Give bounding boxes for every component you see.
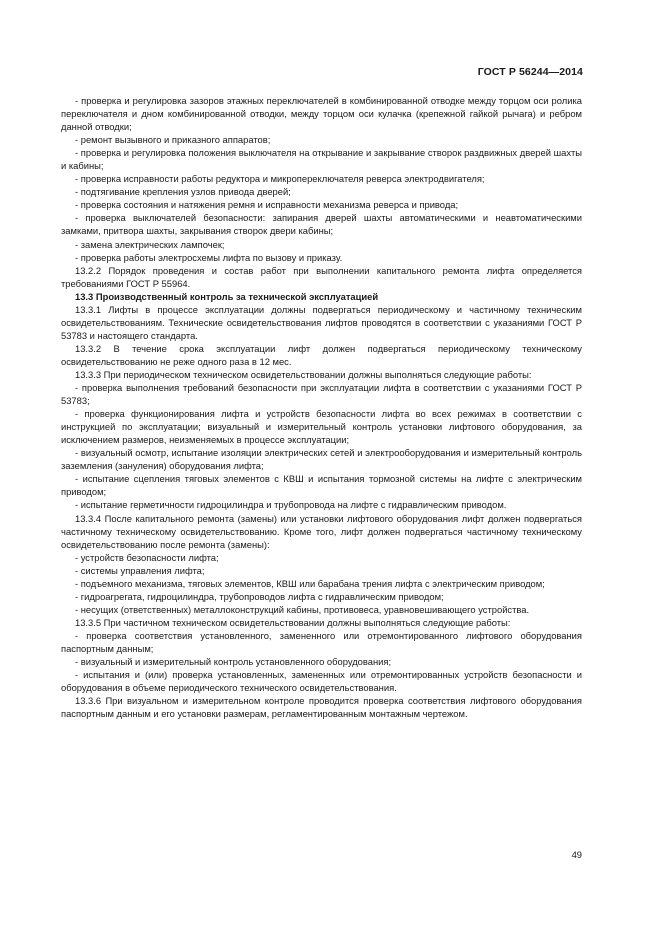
list-item: - испытание сцепления тяговых элементов с КВШ и испытания тормозной системы на лифте с электрическим приводом; [61, 473, 582, 498]
list-item: - проверка и регулировка зазоров этажных переключателей в комбинированной отводке между торцом оси ролика переключателя и дном комбинированной отводки, между торцом оси кулачка (крепежной гайкой рычага) и ребром данной отводки; [61, 95, 582, 133]
list-item: - подъемного механизма, тяговых элементов, КВШ или барабана трения лифта с электрическим приводом; [75, 577, 545, 589]
list-item: - проверка работы электросхемы лифта по вызову и приказу. [75, 251, 343, 263]
section-heading: 13.3 Производственный контроль за технической эксплуатацией [75, 290, 379, 302]
list-item: - проверка состояния и натяжения ремня и исправности механизма реверса и привода; [75, 199, 459, 211]
list-item: - испытания и (или) проверка установленных, замененных или отремонтированных устройств безопасности и оборудования в объеме периодического технического освидетельствования. [61, 669, 582, 694]
list-item: - проверка выполнения требований безопасности при эксплуатации лифта в соответствии с указаниями ГОСТ Р 53783; [61, 382, 582, 407]
paragraph: 13.3.3 При периодическом техническом освидетельствовании должны выполняться следующие работы: [75, 368, 532, 380]
page-number: 49 [571, 849, 582, 860]
paragraph: 13.3.2 В течение срока эксплуатации лифт должен подвергаться периодическому техническому освидетельствованию не реже одного раза в 12 мес. [61, 342, 582, 367]
list-item: - визуальный и измерительный контроль установленного оборудования; [75, 656, 392, 668]
list-item: - гидроагрегата, гидроцилиндра, трубопроводов лифта с гидравлическим приводом; [75, 590, 444, 602]
document-body [61, 94, 582, 720]
list-item: - устройств безопасности лифта; [75, 551, 219, 563]
paragraph: 13.3.5 При частичном техническом освидетельствовании должны выполняться следующие работы: [75, 616, 511, 628]
list-item: - ремонт вызывного и приказного аппаратов; [75, 134, 271, 146]
list-item: - проверка исправности работы редуктора и микропереключателя реверса электродвигателя; [75, 173, 485, 185]
list-item: - проверка соответствия установленного, замененного или отремонтированного лифтового оборудования паспортным данным; [61, 629, 582, 654]
list-item: - визуальный осмотр, испытание изоляции электрических сетей и электрооборудования и измерительный контроль заземления (зануления) оборудования лифта; [61, 447, 582, 472]
list-item: - проверка функционирования лифта и устройств безопасности лифта во всех режимах в соответствии с инструкцией по эксплуатации; визуальный и измерительный контроль установки лифтового оборудования, за исключением размеров, неизменяемых в процессе эксплуатации; [61, 408, 582, 446]
list-item: - замена электрических лампочек; [75, 238, 225, 250]
paragraph: 13.2.2 Порядок проведения и состав работ при выполнении капитального ремонта лифта определяется требованиями ГОСТ Р 55964. [61, 264, 582, 289]
paragraph: 13.3.1 Лифты в процессе эксплуатации должны подвергаться периодическому и частичному техническим освидетельствованиям. Технические освидетельствования лифтов проводятся в соответствии с указаниями ГОСТ Р 53783 и настоящего стандарта. [61, 303, 582, 341]
paragraph: 13.3.6 При визуальном и измерительном контроле проводится проверка соответствия лифтового оборудования паспортным данным и его установки размерам, регламентированным монтажным чертежом. [61, 695, 582, 720]
list-item: - проверка и регулировка положения выключателя на открывание и закрывание створок раздвижных дверей шахты и кабины; [61, 147, 582, 172]
list-item: - испытание герметичности гидроцилиндра и трубопровода на лифте с гидравлическим приводом. [75, 499, 507, 511]
list-item: - проверка выключателей безопасности: запирания дверей шахты автоматическими и неавтоматическими замками, притвора шахты, закрывания створок двери кабины; [61, 212, 582, 237]
document-header: ГОСТ Р 56244—2014 [477, 66, 583, 78]
paragraph: 13.3.4 После капитального ремонта (замены) или установки лифтового оборудования лифт должен подвергаться частичному техническому освидетельствованию. Кроме того, лифт должен подвергаться частичному техническому освидетельствованию после ремонта (замены): [61, 512, 582, 550]
list-item: - подтягивание крепления узлов привода дверей; [75, 186, 291, 198]
list-item: - системы управления лифта; [75, 564, 205, 576]
list-item: - несущих (ответственных) металлоконструкций кабины, противовеса, уравновешивающего устройства. [75, 603, 530, 615]
